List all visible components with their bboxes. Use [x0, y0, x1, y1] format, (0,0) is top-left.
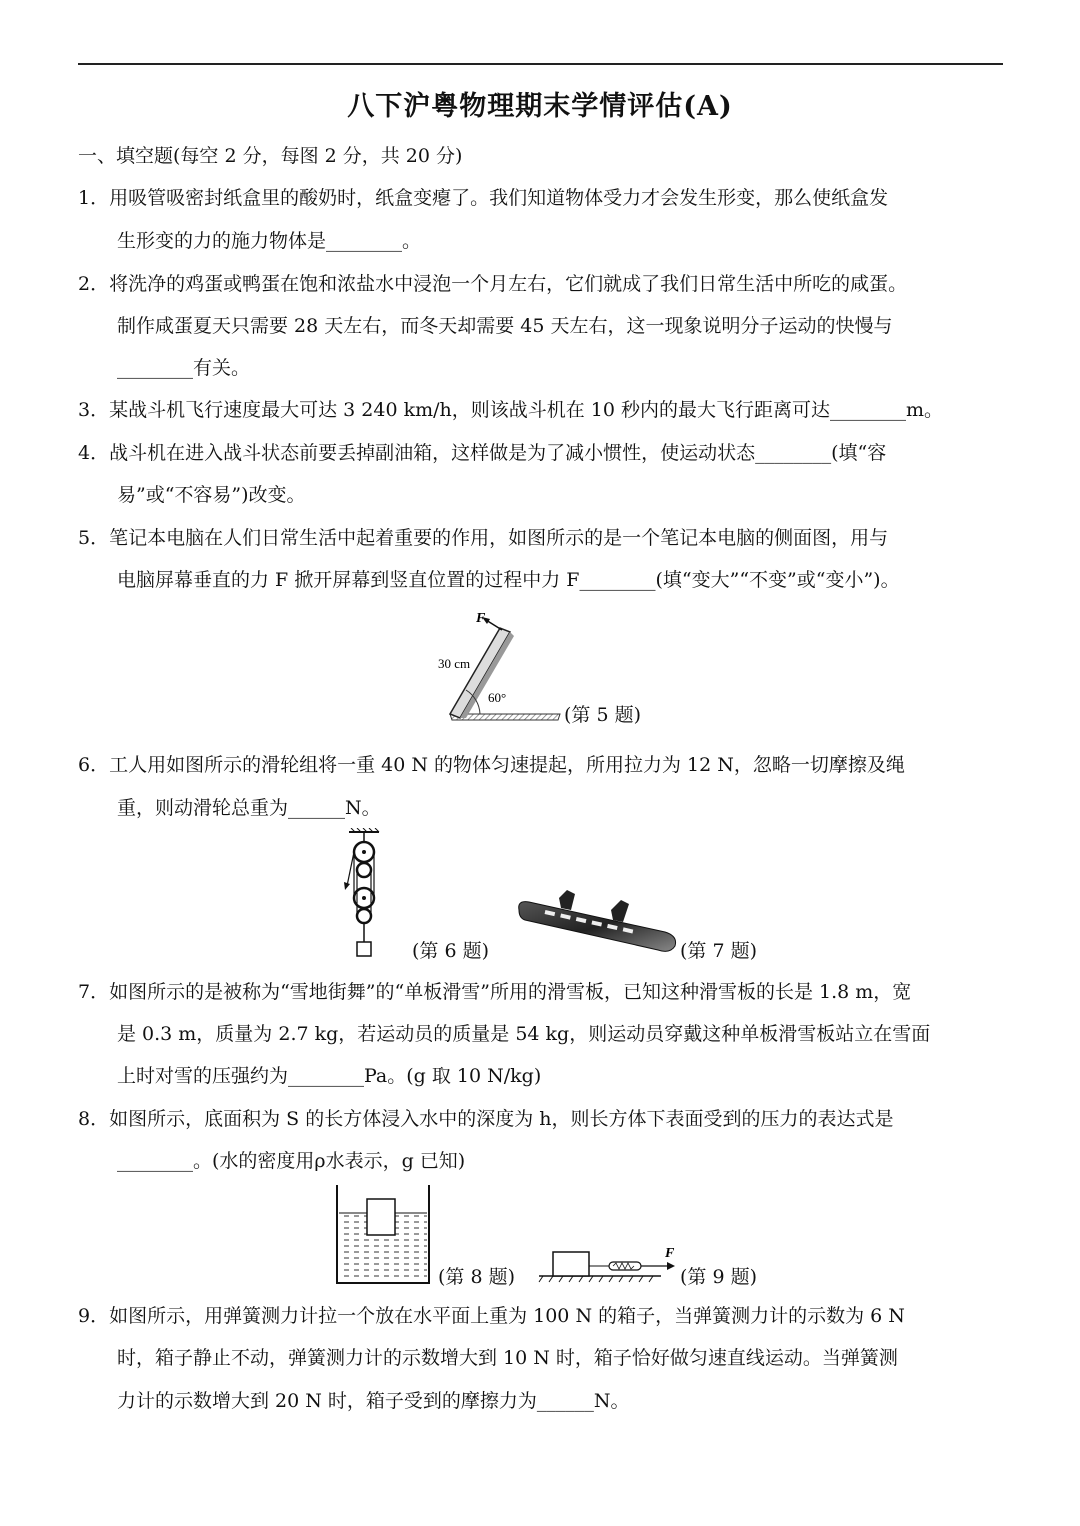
question-9-line-2: 时，箱子静止不动，弹簧测力计的示数增大到 10 N 时，箱子恰好做匀速直线运动。当弹簧测: [117, 1347, 898, 1369]
question-text: 如图所示的是被称为“雪地街舞”的“单板滑雪”所用的滑雪板，已知这种滑雪板的长是 1.8 m，宽: [109, 981, 912, 1003]
question-number: 1．: [78, 187, 110, 209]
angle-label: 60°: [488, 690, 507, 705]
question-9-line-3: 力计的示数增大到 20 N 时，箱子受到的摩擦力为______N。: [117, 1390, 630, 1412]
question-text: 将洗净的鸡蛋或鸭蛋在饱和浓盐水中浸泡一个月左右，它们就成了我们日常生活中所吃的咸蛋。: [109, 273, 908, 295]
pulley-figure: [335, 828, 395, 960]
question-text: 笔记本电脑在人们日常生活中起着重要的作用，如图所示的是一个笔记本电脑的侧面图，用与: [109, 527, 889, 549]
force-label: F: [665, 1246, 675, 1261]
force-label: F: [476, 611, 486, 626]
figure-8-caption: (第 8 题): [438, 1266, 515, 1288]
question-5: [78, 525, 888, 551]
question-1: [78, 185, 888, 211]
question-number: 7．: [78, 981, 110, 1003]
question-text: 战斗机在进入战斗状态前要丢掉副油箱，这样做是为了减小惯性，使运动状态________(填“容: [109, 442, 887, 464]
question-2-line-3: ________有关。: [117, 357, 251, 379]
question-7-line-2: 是 0.3 m，质量为 2.7 kg，若运动员的质量是 54 kg，则运动员穿戴这种单板滑雪板站立在雪面: [117, 1023, 931, 1045]
question-7-line-3: 上时对雪的压强约为________Pa。(g 取 10 N/kg): [117, 1065, 542, 1087]
question-number: 9．: [78, 1305, 110, 1327]
question-text: 用吸管吸密封纸盒里的酸奶时，纸盒变瘪了。我们知道物体受力才会发生形变，那么使纸盒发: [109, 187, 889, 209]
snowboard-figure: [515, 888, 680, 960]
question-text: 如图所示，底面积为 S 的长方体浸入水中的深度为 h，则长方体下表面受到的压力的表达式是: [109, 1108, 894, 1130]
question-number: 3．: [78, 399, 110, 421]
question-5-line-2: 电脑屏幕垂直的力 F 掀开屏幕到竖直位置的过程中力 F________(填“变大”“不变”或“变小”)。: [117, 569, 900, 591]
question-2-line-2: 制作咸蛋夏天只需要 28 天左右，而冬天却需要 45 天左右，这一现象说明分子运动的快慢与: [117, 315, 893, 337]
page-title: 八下沪粤物理期末学情评估(A): [347, 91, 733, 122]
question-number: 2．: [78, 273, 110, 295]
figure-7-caption: (第 7 题): [680, 940, 757, 962]
length-label: 30 cm: [438, 656, 471, 671]
question-1-line-2: 生形变的力的施力物体是________。: [117, 230, 422, 252]
question-4: [78, 440, 886, 466]
question-9: [78, 1303, 905, 1329]
spring-scale-figure: [537, 1244, 682, 1284]
figure-9-caption: (第 9 题): [680, 1266, 757, 1288]
section-heading: 一、填空题(每空 2 分，每图 2 分，共 20 分): [78, 145, 463, 167]
question-6-line-2: 重，则动滑轮总重为______N。: [117, 797, 381, 819]
question-2: [78, 271, 907, 297]
question-6: [78, 752, 905, 778]
question-8: [78, 1106, 893, 1132]
top-rule: [78, 63, 1003, 65]
question-number: 8．: [78, 1108, 110, 1130]
question-3: [78, 397, 943, 423]
question-7: [78, 979, 911, 1005]
water-container-figure: [333, 1183, 433, 1285]
question-number: 6．: [78, 754, 110, 776]
question-text: 某战斗机飞行速度最大可达 3 240 km/h，则该战斗机在 10 秒内的最大飞行距离可达________m。: [109, 399, 944, 421]
figure-5-caption: (第 5 题): [564, 704, 641, 726]
figure-6-caption: (第 6 题): [412, 940, 489, 962]
question-number: 4．: [78, 442, 110, 464]
question-number: 5．: [78, 527, 110, 549]
question-text: 工人用如图所示的滑轮组将一重 40 N 的物体匀速提起，所用拉力为 12 N，忽略一切摩擦及绳: [109, 754, 905, 776]
laptop-figure: [430, 610, 565, 725]
question-4-line-2: 易”或“不容易”)改变。: [117, 484, 306, 506]
question-8-line-2: ________。(水的密度用ρ水表示，g 已知): [117, 1150, 466, 1172]
question-text: 如图所示，用弹簧测力计拉一个放在水平面上重为 100 N 的箱子，当弹簧测力计的示数为 6 N: [109, 1305, 905, 1327]
